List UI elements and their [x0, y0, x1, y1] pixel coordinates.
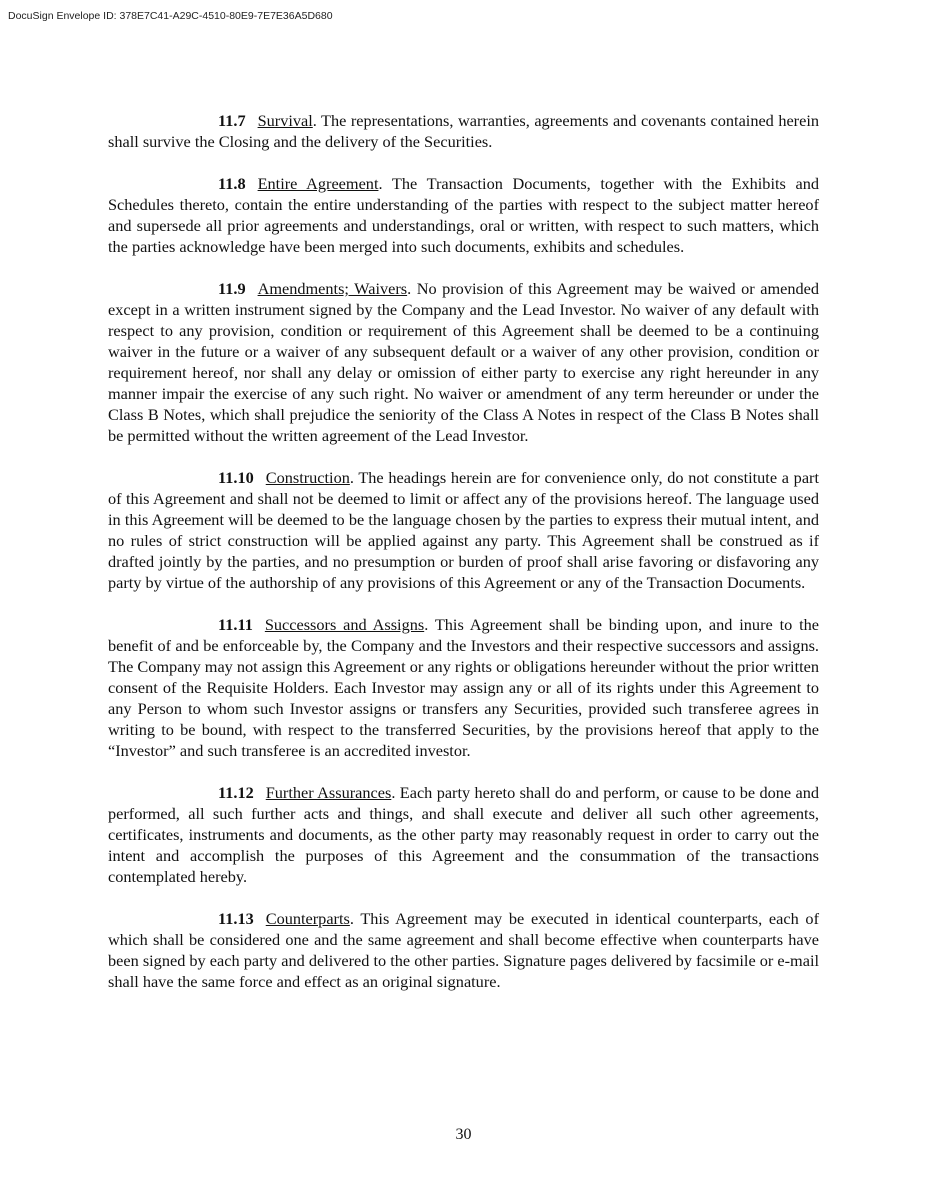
- envelope-id: DocuSign Envelope ID: 378E7C41-A29C-4510-80E9-7E7E36A5D680: [8, 10, 333, 22]
- section-text: . This Agreement may be executed in identical counterparts, each of which shall be considered one and the same agreement and shall become effective when counterparts have been signed by each party and delivered to the other parties. Signature pages delivered by facsimile or e-mail shall have the same force and effect as an original signature.: [108, 909, 819, 991]
- section-text: . This Agreement shall be binding upon, and inure to the benefit of and be enforceable by, the Company and the Investors and their respective successors and assigns. The Company may not assign this Agreement or any rights or obligations hereunder without the prior written consent of the Requisite Holders. Each Investor may assign any or all of its rights under this Agreement to any Person to whom such Investor assigns or transfers any Securities, provided such transferee agrees in writing to be bound, with respect to the transferred Securities, by the provisions hereof that apply to the “Investor” and such transferee is an accredited investor.: [108, 615, 820, 760]
- page-number: 30: [455, 1126, 472, 1143]
- document-body: [108, 110, 819, 1013]
- section-text: . No provision of this Agreement may be waived or amended except in a written instrument signed by the Company and the Lead Investor. No waiver of any default with respect to any provision, condition or requirement of this Agreement shall be deemed to be a continuing waiver in the future or a waiver of any subsequent default or a waiver of any other provision, condition or requirement hereof, nor shall any delay or omission of either party to exercise any right hereunder in any manner impair the exercise of any such right. No waiver or amendment of any term hereunder or under the Class B Notes, which shall prejudice the seniority of the Class A Notes in respect of the Class B Notes shall be permitted without the written agreement of the Lead Investor.: [108, 279, 820, 445]
- section-heading: Amendments; Waivers: [257, 279, 408, 298]
- section-11-12: [108, 782, 819, 887]
- section-11-11: [108, 614, 819, 761]
- section-heading: Successors and Assigns: [264, 615, 425, 634]
- section-number: 11.12: [218, 783, 254, 802]
- section-heading: Survival: [257, 111, 313, 130]
- section-11-9: [108, 278, 819, 446]
- section-number: 11.11: [218, 615, 253, 634]
- section-number: 11.10: [218, 468, 254, 487]
- section-number: 11.9: [218, 279, 246, 298]
- section-number: 11.7: [218, 111, 246, 130]
- section-number: 11.8: [218, 174, 246, 193]
- section-11-13: [108, 908, 819, 992]
- section-11-7: [108, 110, 819, 152]
- section-heading: Construction: [265, 468, 350, 487]
- section-11-10: [108, 467, 819, 593]
- section-heading: Further Assurances: [265, 783, 392, 802]
- section-text: . The Transaction Documents, together with the Exhibits and Schedules thereto, contain the entire understanding of the parties with respect to the subject matter hereof and supersede all prior agreements and understandings, oral or written, with respect to such matters, which the parties acknowledge have been merged into such documents, exhibits and schedules.: [108, 174, 819, 256]
- section-text: . The headings herein are for convenience only, do not constitute a part of this Agreement and shall not be deemed to limit or affect any of the provisions hereof. The language used in this Agreement will be deemed to be the language chosen by the parties to express their mutual intent, and no rules of strict construction will be applied against any party. This Agreement shall be construed as if drafted jointly by the parties, and no presumption or burden of proof shall arise favoring or disfavoring any party by virtue of the authorship of any provisions of this Agreement or any of the Transaction Documents.: [108, 468, 819, 592]
- section-text: . The representations, warranties, agreements and covenants contained herein shall survive the Closing and the delivery of the Securities.: [108, 111, 819, 151]
- section-heading: Counterparts: [265, 909, 350, 928]
- section-heading: Entire Agreement: [257, 174, 379, 193]
- section-text: . Each party hereto shall do and perform, or cause to be done and performed, all such further acts and things, and shall execute and deliver all such other agreements, certificates, instruments and documents, as the other party may reasonably request in order to carry out the intent and accomplish the purposes of this Agreement and the consummation of the transactions contemplated hereby.: [108, 783, 820, 886]
- section-11-8: [108, 173, 819, 257]
- section-number: 11.13: [218, 909, 254, 928]
